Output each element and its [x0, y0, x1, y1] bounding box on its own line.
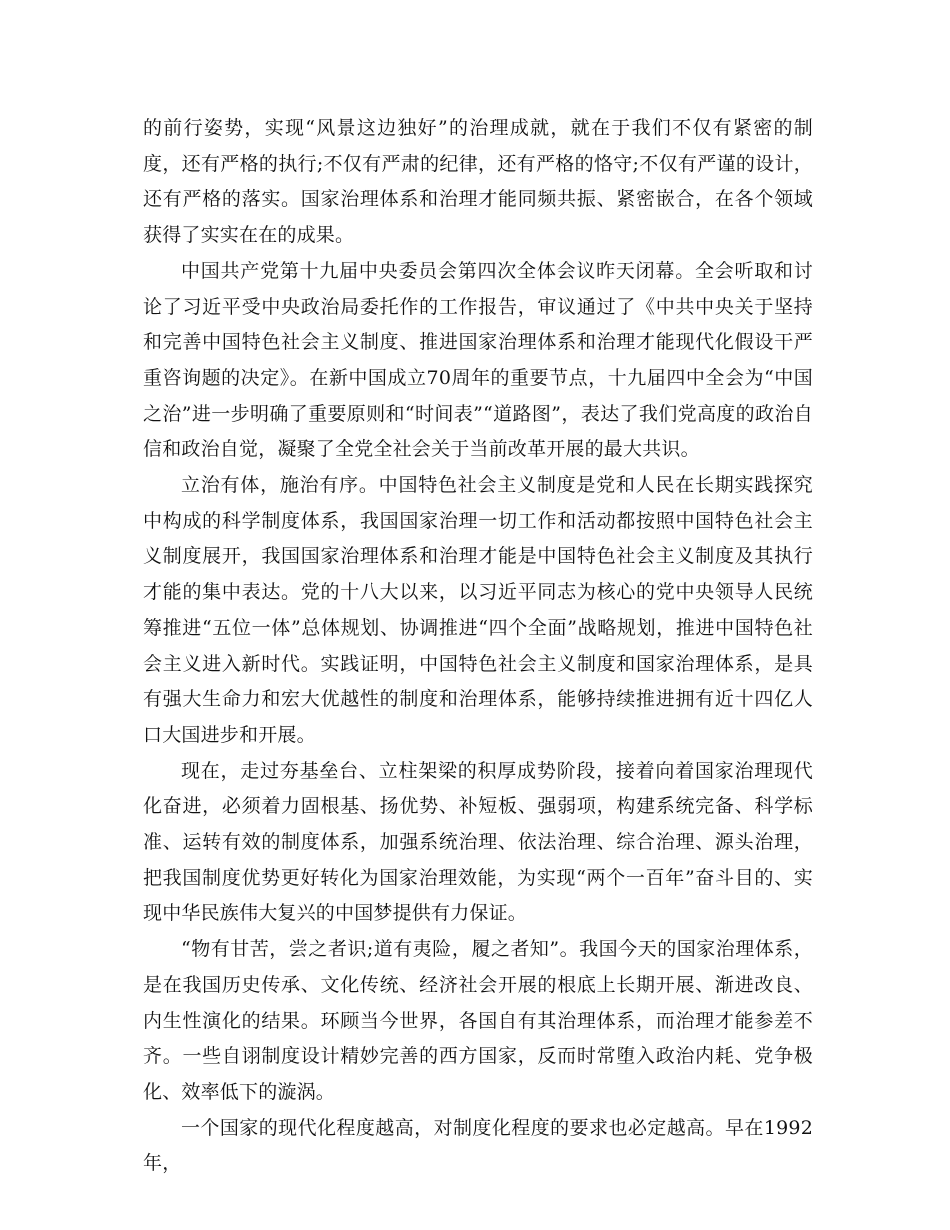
paragraph-5: “物有甘苦，尝之者识;道有夷险，履之者知”。我国今天的国家治理体系，是在我国历史传承、文化传统、经济社会开展的根底上长期开展、渐进改良、内生性演化的结果。环顾当今世界，各国自有其治理体系，而治理才能参差不齐。一些自诩制度设计精妙完善的西方国家，反而时常堕入政治内耗、党争极化、效率低下的漩涡。: [143, 938, 813, 1103]
paragraph-3: 立治有体，施治有序。中国特色社会主义制度是党和人民在长期实践探究中构成的科学制度体系，我国国家治理一切工作和活动都按照中国特色社会主义制度展开，我国国家治理体系和治理才能是中国特色社会主义制度及其执行才能的集中表达。党的十八大以来，以习近平同志为核心的党中央领导人民统筹推进“五位一体”总体规划、协调推进“四个全面”战略规划，推进中国特色社会主义进入新时代。实践证明，中国特色社会主义制度和国家治理体系，是具有强大生命力和宏大优越性的制度和治理体系，能够持续推进拥有近十四亿人口大国进步和开展。: [143, 474, 813, 746]
paragraph-6: 一个国家的现代化程度越高，对制度化程度的要求也必定越高。早在1992年，: [143, 1116, 813, 1175]
paragraph-4: 现在，走过夯基垒台、立柱架梁的积厚成势阶段，接着向着国家治理现代化奋进，必须着力固根基、扬优势、补短板、强弱项，构建系统完备、科学标准、运转有效的制度体系，加强系统治理、依法治理、综合治理、源头治理，把我国制度优势更好转化为国家治理效能，为实现“两个一百年”奋斗目的、实现中华民族伟大复兴的中国梦提供有力保证。: [143, 759, 813, 925]
paragraph-2: 中国共产党第十九届中央委员会第四次全体会议昨天闭幕。全会听取和讨论了习近平受中央政治局委托作的工作报告，审议通过了《中共中央关于坚持和完善中国特色社会主义制度、推进国家治理体系和治理才能现代化假设干严重咨询题的决定》。在新中国成立70周年的重要节点，十九届四中全会为“中国之治”进一步明确了重要原则和“时间表”“道路图”，表达了我们党高度的政治自信和政治自觉，凝聚了全党全社会关于当前改革开展的最大共识。: [143, 259, 813, 461]
document-body: [143, 111, 813, 1182]
paragraph-1: 的前行姿势，实现“风景这边独好”的治理成就，就在于我们不仅有紧密的制度，还有严格的执行;不仅有严肃的纪律，还有严格的恪守;不仅有严谨的设计，还有严格的落实。国家治理体系和治理才能同频共振、紧密嵌合，在各个领域获得了实实在在的成果。: [143, 117, 813, 247]
